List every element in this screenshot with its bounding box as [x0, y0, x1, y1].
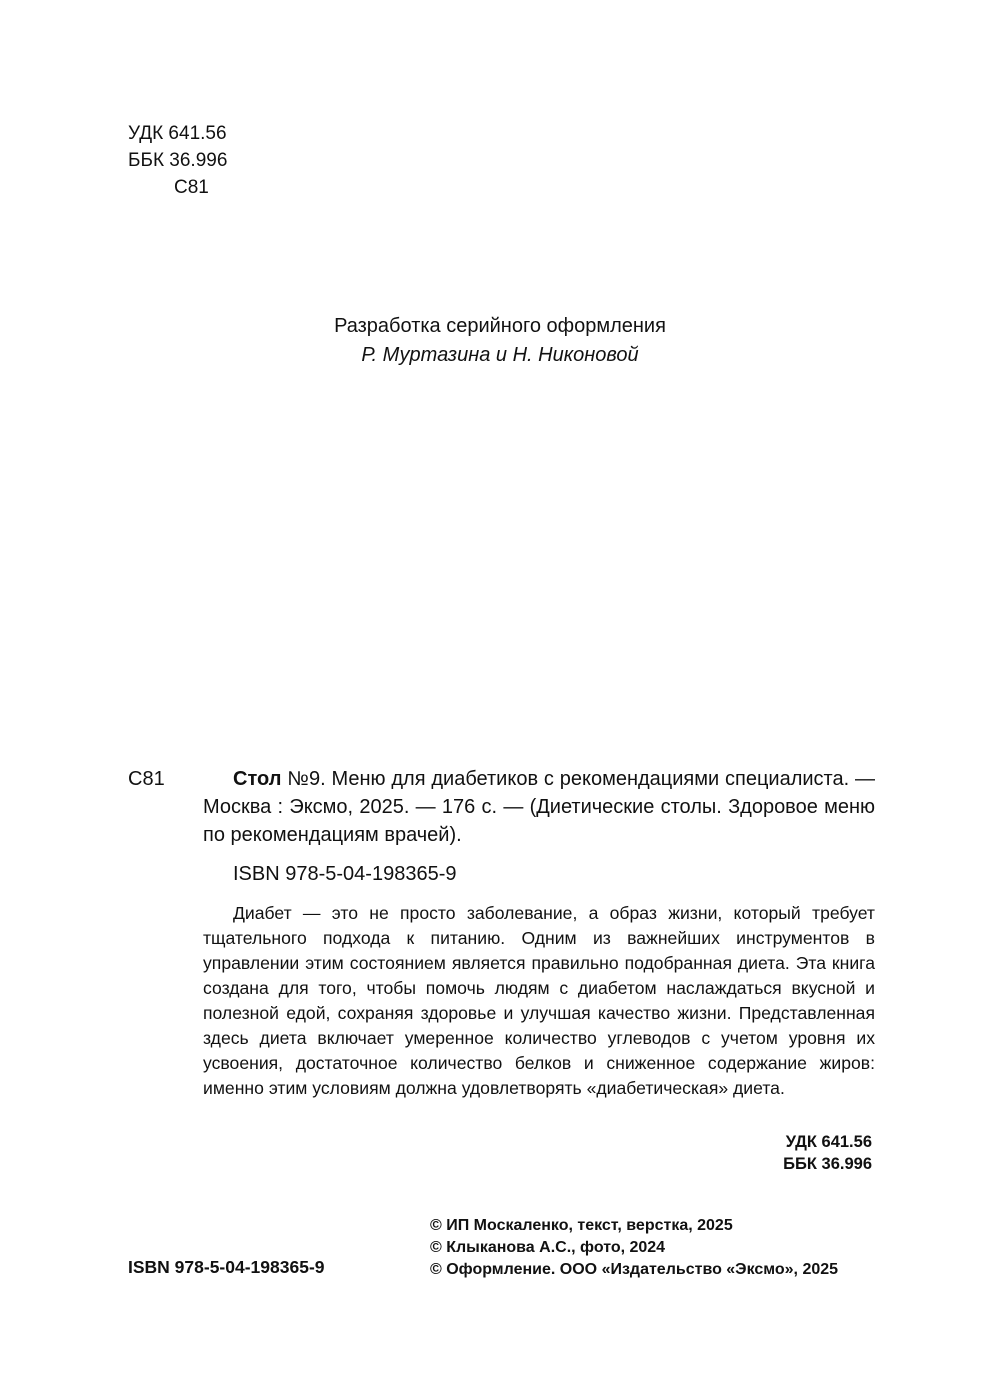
series-design-credit — [280, 312, 720, 370]
footer-isbn: ISBN 978-5-04-198365-9 — [128, 1257, 325, 1277]
catalog-classification — [783, 1131, 872, 1175]
series-design-authors: Р. Муртазина и Н. Никоновой — [361, 344, 639, 366]
catalog-bbk: ББК 36.996 — [783, 1155, 872, 1173]
classification-block — [128, 120, 227, 201]
copyright-line: © Оформление. ООО «Издательство «Эксмо», 2025 — [430, 1261, 839, 1278]
bbk-code: ББК 36.996 — [128, 150, 228, 171]
catalog-udk: УДК 641.56 — [785, 1133, 872, 1151]
book-title-bold: Стол — [233, 768, 282, 790]
copyright-line: © ИП Москаленко, текст, верстка, 2025 — [430, 1217, 733, 1234]
bibliographic-description — [203, 765, 875, 849]
copyright-notices — [430, 1215, 838, 1281]
udk-code: УДК 641.56 — [128, 123, 227, 144]
copyright-line: © Клыканова А.С., фото, 2024 — [430, 1239, 666, 1256]
book-description: №9. Меню для диабетиков с рекомендациями специалиста. — Москва : Эксмо, 2025. — 176 с. — (Диетические столы. Здоровое меню по рекомендациям врачей). — [203, 768, 875, 846]
catalog-author-code: С81 — [128, 768, 165, 790]
catalog-isbn: ISBN 978-5-04-198365-9 — [233, 863, 457, 885]
book-abstract: Диабет — это не просто заболевание, а образ жизни, который требует тщательного подхода к питанию. Одним из важнейших инструментов в управлении этим состоянием является правильно подобранная диета. Эта книга создана для того, чтобы помочь людям с диабетом наслаждаться вкусной и полезной едой, сохраняя здоровье и улучшая качество жизни. Представленная здесь диета включает умеренное количество углеводов с учетом уровня их усвоения, достаточное количество белков и сниженное содержание жиров: именно этим условиям должна удовлетворять «диабетическая» диета. — [203, 903, 875, 1098]
author-code: С81 — [174, 177, 209, 198]
series-design-label: Разработка серийного оформления — [334, 315, 666, 337]
